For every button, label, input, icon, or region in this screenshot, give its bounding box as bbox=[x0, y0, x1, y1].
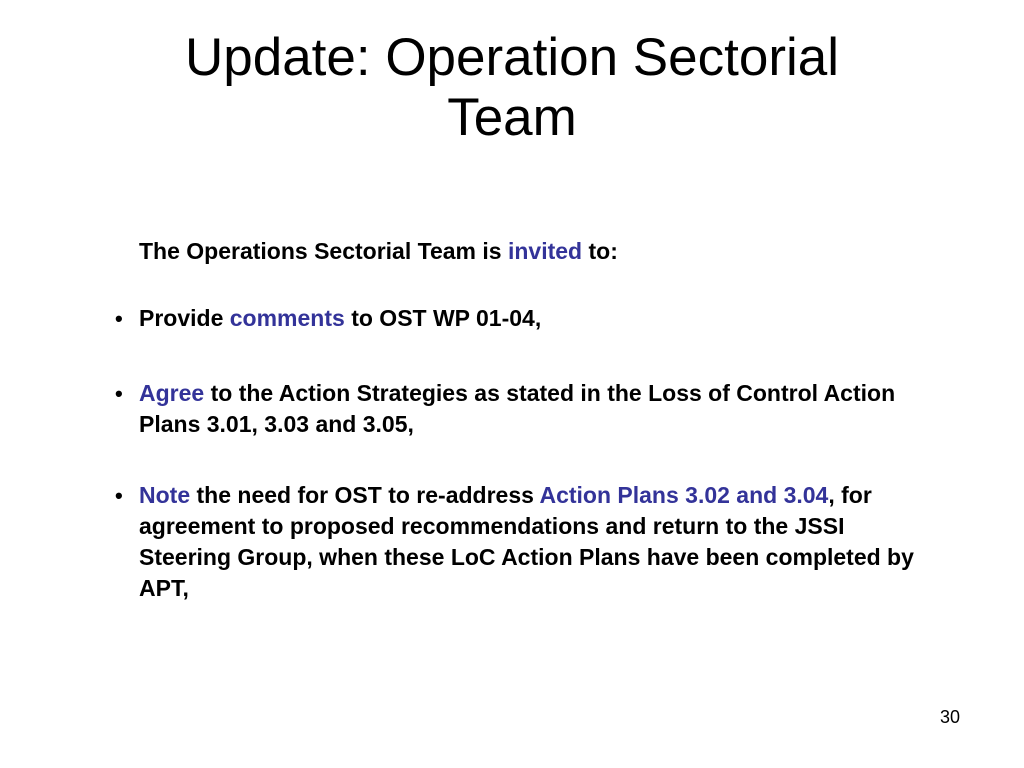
bullet-highlight: Agree bbox=[139, 380, 205, 406]
bullet-item-note bbox=[115, 480, 939, 604]
intro-after: to: bbox=[582, 238, 618, 264]
intro-before: The Operations Sectorial Team is bbox=[139, 238, 508, 264]
bullet-item-agree bbox=[115, 378, 939, 440]
bullet-highlight: Note bbox=[139, 482, 191, 508]
slide-title-line-1: Update: Operation Sectorial bbox=[184, 28, 840, 87]
bullet-dot-icon: • bbox=[115, 483, 123, 508]
bullet-text: the need for OST to re-address bbox=[190, 482, 540, 508]
intro-highlight: invited bbox=[507, 238, 583, 264]
slide-number: 30 bbox=[939, 707, 960, 727]
bullet-text: to OST WP 01-04, bbox=[344, 305, 542, 331]
bullet-text: , for agreement to proposed recommendations and return to the JSSI Steering Group, when these LoC Action Plans have been completed by APT, bbox=[139, 482, 914, 601]
bullet-item-comments bbox=[115, 303, 939, 334]
slide-title-line-2: Team bbox=[447, 88, 577, 147]
bullet-text: Provide bbox=[139, 305, 230, 331]
bullet-text: to the Action Strategies as stated in the Loss of Control Action Plans 3.01, 3.03 and 3.05, bbox=[139, 380, 896, 437]
bullet-highlight: Action Plans 3.02 and 3.04 bbox=[539, 482, 829, 508]
bullet-dot-icon: • bbox=[115, 306, 123, 331]
bullet-dot-icon: • bbox=[115, 381, 123, 406]
bullet-highlight: comments bbox=[229, 305, 345, 331]
